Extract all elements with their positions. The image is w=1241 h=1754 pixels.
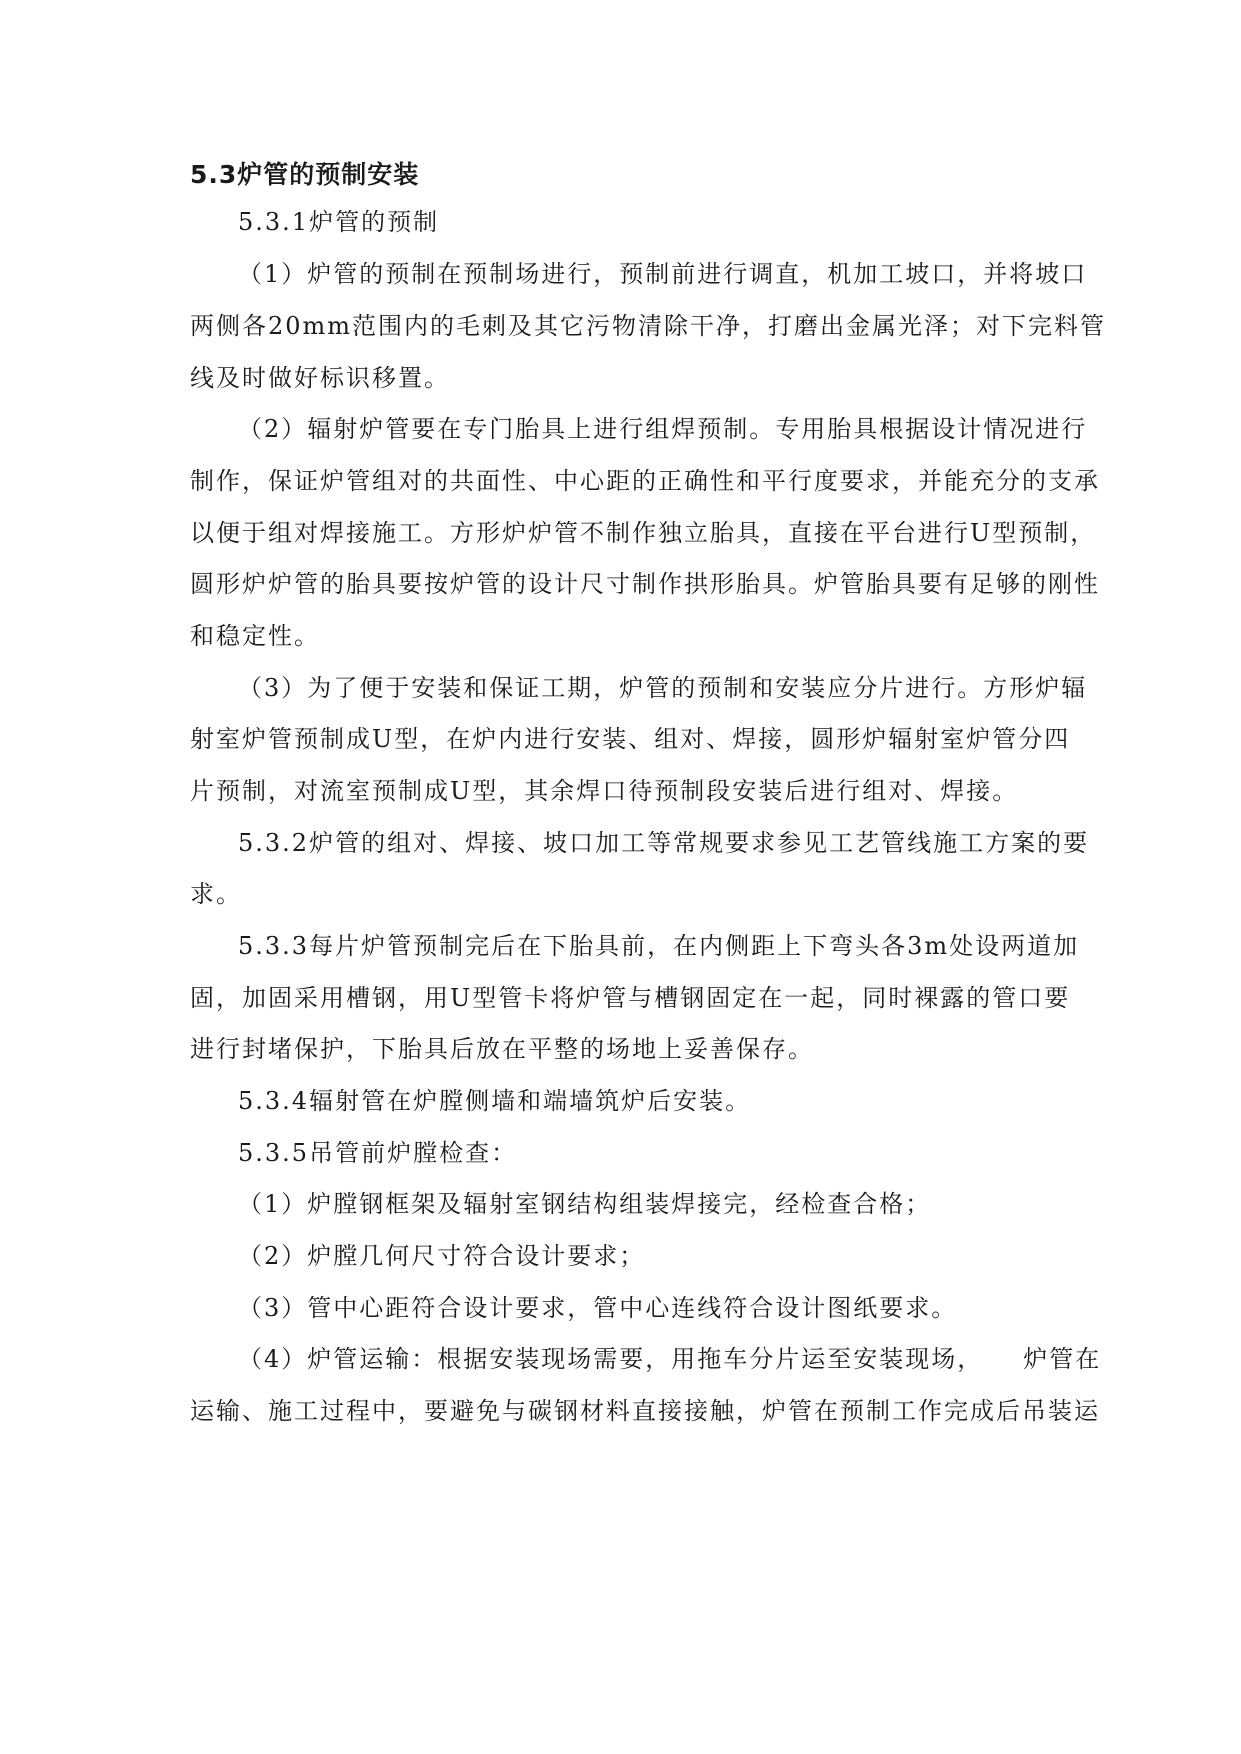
paragraph-line: （3）为了便于安装和保证工期，炉管的预制和安装应分片进行。方形炉辐	[238, 674, 1088, 702]
subsection-title-5-3-1: 5.3.1炉管的预制	[238, 208, 440, 236]
paragraph-line: 5.3.2炉管的组对、焊接、坡口加工等常规要求参见工艺管线施工方案的要	[238, 829, 1090, 857]
paragraph-line: 线及时做好标识移置。	[190, 364, 450, 392]
subsection-title-5-3-5: 5.3.5吊管前炉膛检查：	[238, 1139, 518, 1167]
paragraph-line: （1）炉管的预制在预制场进行，预制前进行调直，机加工坡口，并将坡口	[238, 260, 1088, 288]
paragraph-line: 制作，保证炉管组对的共面性、中心距的正确性和平行度要求，并能充分的支承	[190, 467, 1100, 495]
paragraph-line: （2）辐射炉管要在专门胎具上进行组焊预制。专用胎具根据设计情况进行	[238, 415, 1088, 443]
paragraph-line: 射室炉管预制成U型，在炉内进行安装、组对、焊接，圆形炉辐射室炉管分四	[190, 725, 1071, 753]
paragraph-line: 以便于组对焊接施工。方形炉炉管不制作独立胎具，直接在平台进行U型预制，	[190, 519, 1097, 547]
list-item: （4）炉管运输：根据安装现场需要，用拖车分片运至安装现场， 炉管在	[238, 1345, 1102, 1373]
paragraph-line: 和稳定性。	[190, 622, 320, 650]
paragraph-line: 运输、施工过程中，要避免与碳钢材料直接接触，炉管在预制工作完成后吊装运	[190, 1397, 1100, 1425]
paragraph-line: 两侧各20mm范围内的毛刺及其它污物清除干净，打磨出金属光泽；对下完料管	[190, 312, 1107, 340]
paragraph-line: 5.3.3每片炉管预制完后在下胎具前，在内侧距上下弯头各3m处设两道加	[238, 932, 1080, 960]
paragraph-line: 固，加固采用槽钢，用U型管卡将炉管与槽钢固定在一起，同时裸露的管口要	[190, 984, 1071, 1012]
section-heading: 5.3炉管的预制安装	[190, 160, 420, 189]
list-item: （3）管中心距符合设计要求，管中心连线符合设计图纸要求。	[238, 1294, 958, 1322]
paragraph-line: 5.3.4辐射管在炉膛侧墙和端墙筑炉后安装。	[238, 1087, 752, 1115]
paragraph-line: 圆形炉炉管的胎具要按炉管的设计尺寸制作拱形胎具。炉管胎具要有足够的刚性	[190, 570, 1100, 598]
list-item: （2）炉膛几何尺寸符合设计要求；	[238, 1242, 646, 1270]
paragraph-line: 进行封堵保护，下胎具后放在平整的场地上妥善保存。	[190, 1035, 814, 1063]
list-item: （1）炉膛钢框架及辐射室钢结构组装焊接完，经检查合格；	[238, 1190, 932, 1218]
paragraph-line: 求。	[190, 880, 242, 908]
paragraph-line: 片预制，对流室预制成U型，其余焊口待预制段安装后进行组对、焊接。	[190, 777, 1019, 805]
